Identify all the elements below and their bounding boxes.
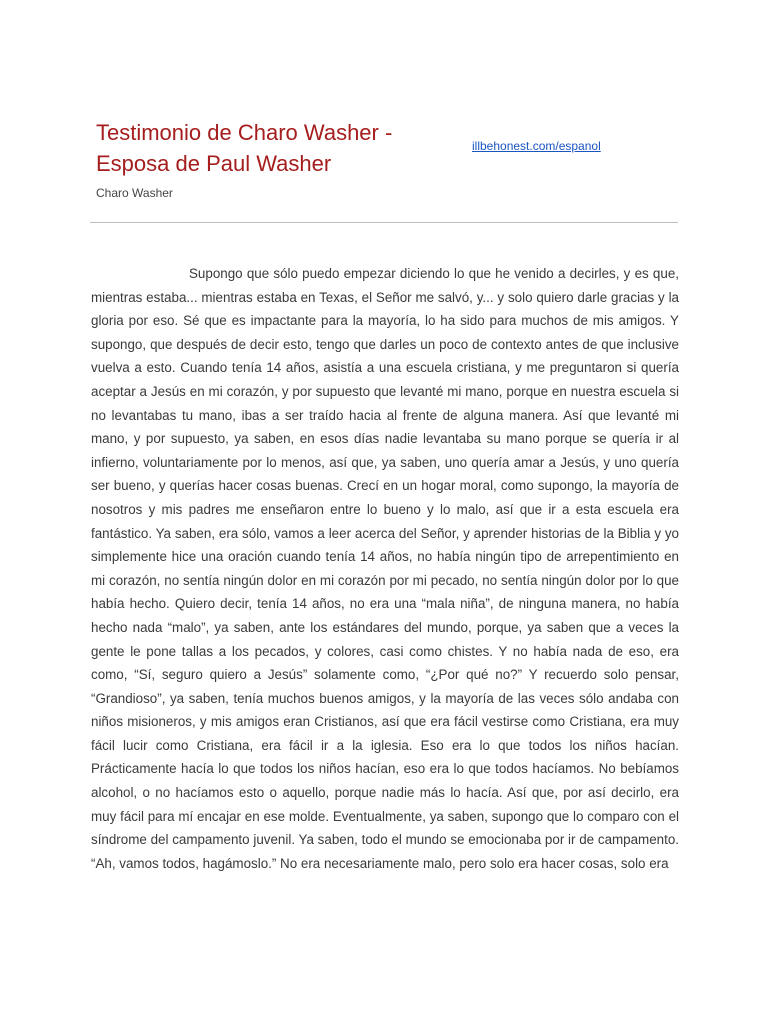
header-divider (90, 222, 678, 223)
page-title (96, 117, 456, 179)
body-paragraph: Supongo que sólo puedo empezar diciendo lo que he venido a decirles, y es que, mientras estaba... mientras estaba en Texas, el Señor me salvó, y... y solo quiero darle gracias y la gloria por eso. Sé que es impactante para la mayoría, lo ha sido para muchos de mis amigos. Y supongo, que después de decir esto, tengo que darles un poco de contexto antes de que inclusive vuelva a esto. Cuando tenía 14 años, asistía a una escuela cristiana, y me preguntaron si quería aceptar a Jesús en mi corazón, y por supuesto que levanté mi mano, porque en nuestra escuela si no levantabas tu mano, ibas a ser traído hacia al frente de alguna manera. Así que levanté mi mano, y por supuesto, ya saben, en esos días nadie levantaba su mano porque se quería ir al infierno, voluntariamente por lo menos, así que, ya saben, uno quería amar a Jesús, y uno quería ser bueno, y querías hacer cosas buenas. Crecí en un hogar moral, como supongo, la mayoría de nosotros y mis padres me enseñaron entre lo bueno y lo malo, así que ir a esta escuela era fantástico. Ya saben, era sólo, vamos a leer acerca del Señor, y aprender historias de la Biblia y yo simplemente hice una oración cuando tenía 14 años, no había ningún tipo de arrepentimiento en mi corazón, no sentía ningún dolor en mi corazón por mi pecado, no sentía ningún dolor por lo que había hecho. Quiero decir, tenía 14 años, no era una “mala niña”, de ninguna manera, no había hecho nada “malo”, ya saben, ante los estándares del mundo, porque, ya saben que a veces la gente le pone tallas a los pecados, y colores, casi como chistes. Y no había nada de eso, era como, “Sí, seguro quiero a Jesús” solamente como, “¿Por qué no?” Y recuerdo solo pensar, “Grandioso”, ya saben, tenía muchos buenos amigos, y la mayoría de las veces sólo andaba con niños misioneros, y mis amigos eran Cristianos, así que era fácil vestirse como Cristiana, era muy fácil lucir como Cristiana, era fácil ir a la iglesia. Eso era lo que todos los niños hacían. Prácticamente hacía lo que todos los niños hacían, eso era lo que todos hacíamos. No bebíamos alcohol, o no hacíamos esto o aquello, porque nadie más lo hacía. Así que, por así decirlo, era muy fácil para mí encajar en ese molde. Eventualmente, ya saben, supongo que lo comparo con el síndrome del campamento juvenil. Ya saben, todo el mundo se emocionaba por ir de campamento. “Ah, vamos todos, hagámoslo.” No era necesariamente malo, pero solo era hacer cosas, solo era (91, 266, 679, 871)
website-link[interactable]: illbehonest.com/espanol (472, 139, 601, 153)
title-line-1: Testimonio de Charo Washer - (96, 120, 393, 145)
author-name: Charo Washer (96, 186, 173, 200)
title-line-2: Esposa de Paul Washer (96, 151, 332, 176)
document-header (96, 117, 456, 201)
